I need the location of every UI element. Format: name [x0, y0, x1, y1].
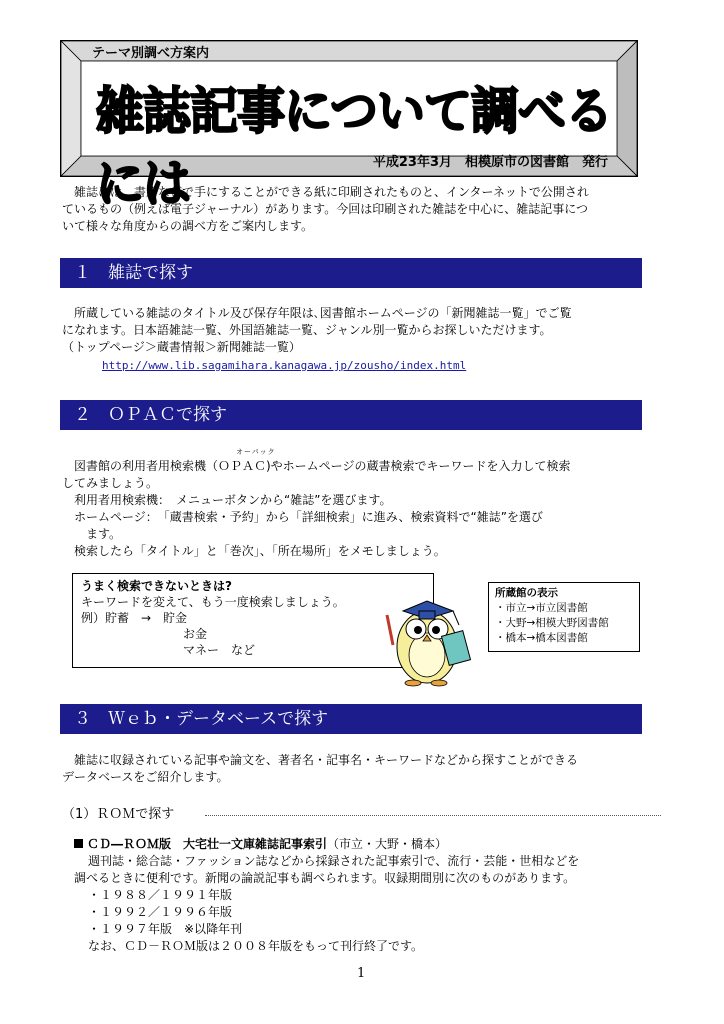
tip-line: キーワードを変えて、もう一度検索しましょう。 [81, 595, 345, 609]
intro-paragraph: 雑誌には、書店などで手にすることができる紙に印刷されたものと、インターネットで公開され ているもの（例えば電子ジャーナル）があります。今回は印刷された雑誌を中心に、雑誌記事につ いて様々な角度からの調べ方をご案内します。 [62, 185, 589, 233]
owl-mascot-icon [375, 585, 490, 690]
section3-body: 雑誌に収録されている記事や論文を、著者名・記事名・キーワードなどから探すことができる データベースをご紹介します。 [62, 753, 579, 784]
subheading-divider [205, 815, 661, 816]
cdrom-locations: （市立・大野・橋本） [327, 837, 448, 851]
legend-item: ・市立→市立図書館 [495, 602, 588, 614]
issue-info: 平成23年3月 相模原市の図書館 発行 [372, 155, 608, 170]
page-title: 雑誌記事について調べるには [96, 82, 613, 214]
section2-body: 図書館の利用者用検索機（ＯＰＡＣ)やホームページの蔵書検索でキーワードを入力して検索 してみましょう。 利用者用検索機： メニューボタンから“雑誌”を選びます。 ホームページ： 「蔵書検索・予約」から「詳細検索」に進み、検索資料で“雑誌”を選び ます。 検索したら「タイトル」と「巻次」、「所在場所」をメモしましょう。 [62, 459, 571, 558]
legend-item: ・大野→相模大野図書館 [495, 617, 609, 629]
tip-line: マネー など [183, 643, 256, 657]
cdrom-title: ＣＤ―ＲＯＭ版 大宅壮一文庫雑誌記事索引 [87, 837, 328, 851]
tip-title: うまく検索できないときは? [81, 579, 232, 593]
legend-title: 所蔵館の表示 [495, 587, 558, 599]
section1-body: 所蔵している雑誌のタイトル及び保存年限は､図書館ホームページの「新聞雑誌一覧」でご覧 になれます。日本語雑誌一覧、外国語雑誌一覧、ジャンル別一覧からお探しいただけます。 （トップページ＞蔵書情報＞新聞雑誌一覧） [62, 306, 572, 354]
holding-library-legend [488, 582, 640, 652]
cdrom-entry: ＣＤ―ＲＯＭ版 大宅壮一文庫雑誌記事索引（市立・大野・橋本） 週刊誌・総合誌・ファッション誌などから採録された記事索引で、流行・芸能・世相などを 調べるときに便利です。新聞の論説記事も調べられます。収録期間別に次のものがあります。 ・１９８８／１９９１年版 ・１９９２／１９９６年版 ・１９９７年版 ※以降年刊 なお、ＣＤ－ＲＯＭ版は２００８年版をもって刊行終了です。 [74, 837, 580, 953]
rom-subheading: （1）ＲＯＭで探す [62, 807, 175, 822]
section3-heading: ３ Ｗｅｂ・データベースで探す [60, 704, 642, 734]
series-label: テーマ別調べ方案内 [92, 46, 210, 61]
legend-item: ・橋本→橋本図書館 [495, 632, 588, 644]
tip-line: 例）貯蓄 → 貯金 [81, 611, 188, 625]
tip-line: お金 [183, 627, 208, 641]
section1-heading: １ 雑誌で探す [60, 258, 642, 288]
page-number: 1 [357, 966, 366, 981]
opac-ruby: オーパック [236, 448, 276, 456]
bullet-square-icon [74, 839, 83, 848]
newspaper-list-link[interactable]: http://www.lib.sagamihara.kanagawa.jp/zousho/index.html [102, 359, 467, 372]
section2-heading: ２ ＯＰＡＣで探す [60, 400, 642, 430]
